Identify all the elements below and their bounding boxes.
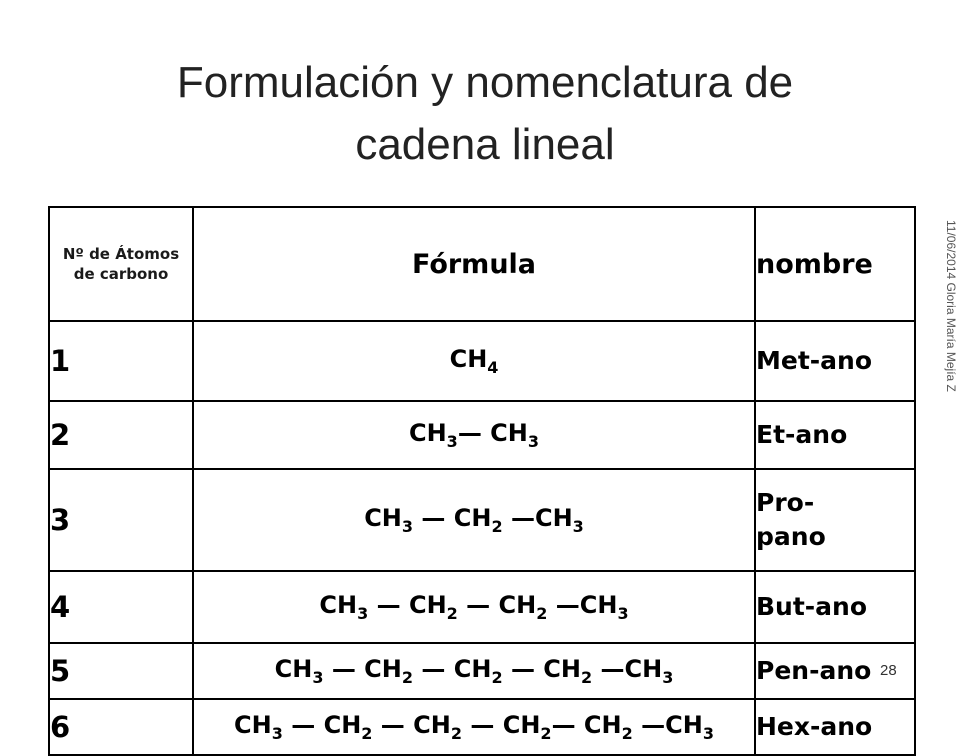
formula-cell xyxy=(193,643,755,699)
formula-subscript: 2 xyxy=(450,723,462,743)
name-cell: Et-ano xyxy=(755,401,915,469)
formula-text: CH xyxy=(234,711,272,740)
formula-subscript: 3 xyxy=(617,603,629,623)
formula-text: —CH xyxy=(632,711,703,740)
formula-subscript: 3 xyxy=(662,667,674,687)
formula-subscript: 2 xyxy=(581,667,593,687)
formula-text: — CH xyxy=(413,504,492,533)
formula-subscript: 2 xyxy=(540,723,552,743)
name-cell: Hex-ano xyxy=(755,699,915,755)
formula-text: — CH xyxy=(323,655,402,684)
formula-group xyxy=(413,504,503,536)
atoms-cell: 5 xyxy=(49,643,193,699)
formula-group xyxy=(319,591,369,623)
formula-text: — CH xyxy=(282,711,362,740)
atoms-cell: 6 xyxy=(49,699,193,755)
page-number: 28 xyxy=(880,662,897,679)
name-cell xyxy=(755,469,915,571)
formula-text: CH xyxy=(319,591,358,620)
formula-group xyxy=(274,655,324,687)
table-row xyxy=(49,401,915,469)
formula-text: —CH xyxy=(502,504,573,533)
date-author-footer: 11/06/2014 Gloria María Mejía Z xyxy=(944,220,958,392)
formula-subscript: 2 xyxy=(361,723,373,743)
formula-subscript: 4 xyxy=(487,357,499,377)
formula-subscript: 2 xyxy=(491,667,503,687)
name-cell: Met-ano xyxy=(755,321,915,401)
atoms-cell: 1 xyxy=(49,321,193,401)
formula-text: — CH xyxy=(457,591,537,620)
name-cell: Pen-ano xyxy=(755,643,915,699)
name-cell: But-ano xyxy=(755,571,915,643)
formula-group xyxy=(413,655,503,687)
formula-group xyxy=(282,711,373,743)
formula-group xyxy=(408,419,458,451)
formula-text: — CH xyxy=(551,711,622,740)
formula-subscript: 3 xyxy=(357,603,369,623)
formula-group xyxy=(502,504,584,536)
formula-group xyxy=(368,591,458,623)
formula-text: — CH xyxy=(457,419,528,448)
title-line-1: Formulación y nomenclatura de xyxy=(176,58,794,107)
formula-text: — CH xyxy=(372,711,451,740)
header-formula: Fórmula xyxy=(193,207,755,321)
formula-group xyxy=(323,655,414,687)
formula-text: — CH xyxy=(462,711,541,740)
formula-group xyxy=(372,711,462,743)
formula-subscript: 3 xyxy=(271,723,283,743)
header-atoms: Nº de Átomos de carbono xyxy=(49,207,193,321)
header-row xyxy=(49,207,915,321)
formula-text: CH xyxy=(364,504,402,533)
formula-subscript: 3 xyxy=(312,667,324,687)
formula-text: — CH xyxy=(368,591,447,620)
formula-subscript: 3 xyxy=(527,431,540,451)
formula-group xyxy=(592,655,674,687)
formula-subscript: 2 xyxy=(621,723,633,743)
header-name: nombre xyxy=(755,207,915,321)
formula-subscript: 2 xyxy=(446,603,458,623)
formula-text: CH xyxy=(408,419,447,448)
formula-subscript: 3 xyxy=(702,723,714,743)
atoms-cell: 2 xyxy=(49,401,193,469)
formula-subscript: 3 xyxy=(401,516,414,536)
formula-group xyxy=(462,711,552,743)
formula-text: — CH xyxy=(413,655,492,684)
table-row xyxy=(49,469,915,571)
formula-group xyxy=(457,419,540,451)
formula-subscript: 3 xyxy=(572,516,584,536)
atoms-cell: 4 xyxy=(49,571,193,643)
formula-text: —CH xyxy=(592,655,663,684)
table-row xyxy=(49,643,915,699)
formula-cell xyxy=(193,469,755,571)
name-text: Pro-pano xyxy=(756,488,826,551)
formula-text: — CH xyxy=(502,655,582,684)
formula-text: —CH xyxy=(547,591,618,620)
formula-text: CH xyxy=(449,345,488,374)
formula-group xyxy=(547,591,629,623)
formula-cell xyxy=(193,401,755,469)
table-row xyxy=(49,571,915,643)
formula-cell xyxy=(193,699,755,755)
table-row xyxy=(49,699,915,755)
formula-group xyxy=(551,711,633,743)
title-line-2: cadena lineal xyxy=(355,120,615,169)
formula-subscript: 2 xyxy=(536,603,548,623)
formula-cell xyxy=(193,321,755,401)
table-row xyxy=(49,321,915,401)
formula-subscript: 2 xyxy=(401,667,414,687)
formula-subscript: 2 xyxy=(491,516,503,536)
alkanes-table xyxy=(48,206,916,756)
formula-text: CH xyxy=(274,655,313,684)
atoms-cell: 3 xyxy=(49,469,193,571)
formula-subscript: 3 xyxy=(446,431,458,451)
slide-title xyxy=(60,52,910,176)
formula-group xyxy=(632,711,714,743)
formula-group xyxy=(449,345,499,377)
formula-group xyxy=(457,591,548,623)
formula-group xyxy=(502,655,593,687)
formula-group xyxy=(364,504,414,536)
formula-group xyxy=(234,711,283,743)
formula-cell xyxy=(193,571,755,643)
